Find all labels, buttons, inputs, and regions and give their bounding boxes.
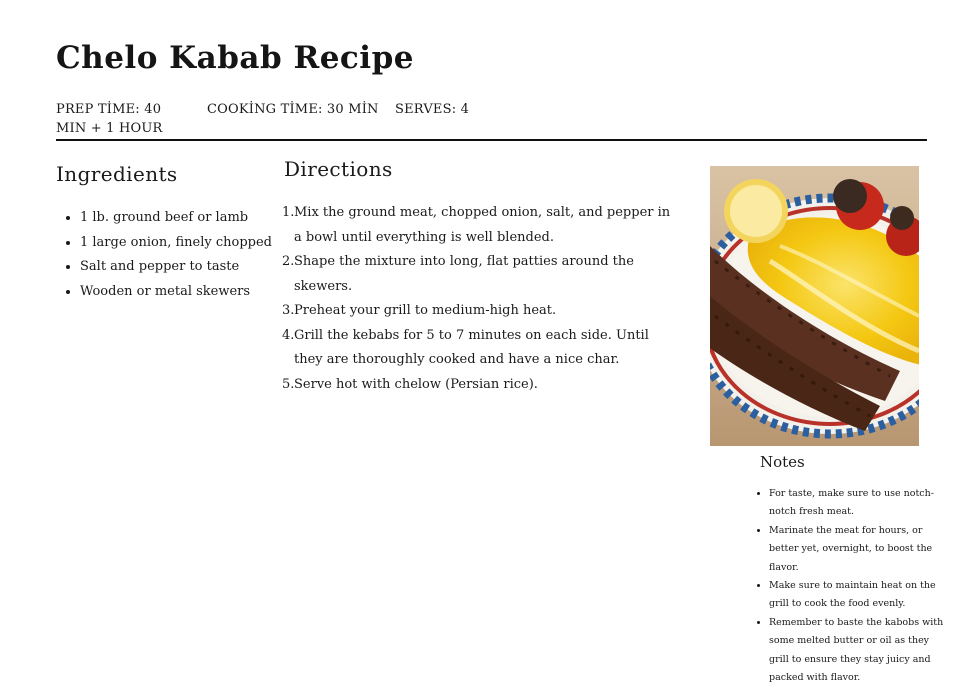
- step-number: 5.: [282, 376, 295, 392]
- ingredient-item: • Salt and pepper to taste: [80, 255, 280, 280]
- directions-list: [282, 201, 677, 397]
- ingredients-list: [56, 206, 280, 304]
- directions-heading: Directions: [284, 157, 393, 181]
- cooking-time: COOKİNG TİME: 30 MİN: [207, 102, 379, 117]
- ingredient-item: • Wooden or metal skewers: [80, 280, 280, 305]
- direction-step: [282, 324, 677, 373]
- serves: SERVES: 4: [395, 102, 470, 117]
- ingredient-item: • 1 lb. ground beef or lamb: [80, 206, 280, 231]
- direction-step: [282, 373, 677, 398]
- prep-time: PREP TİME: 40 MIN + 1 HOUR: [56, 102, 163, 136]
- ingredients-heading: Ingredients: [56, 162, 178, 186]
- step-text: Preheat your grill to medium-high heat.: [294, 303, 557, 318]
- step-text: Mix the ground meat, chopped onion, salt, and pepper in a bowl until everything is well blended.: [294, 205, 671, 245]
- page-title: Chelo Kabab Recipe: [56, 40, 414, 76]
- note-item: • Marinate the meat for hours, or better yet, overnight, to boost the flavor.: [769, 522, 951, 577]
- step-number: 2.: [282, 254, 295, 269]
- note-item: • For taste, make sure to use notch-notch fresh meat.: [769, 485, 951, 522]
- direction-step: [282, 201, 677, 250]
- step-text: Serve hot with chelow (Persian rice).: [294, 376, 538, 392]
- step-text: Shape the mixture into long, flat patties around the skewers.: [294, 254, 634, 294]
- notes-list: [752, 485, 951, 687]
- step-text: Grill the kebabs for 5 to 7 minutes on each side. Until they are thoroughly cooked and have a nice char.: [294, 327, 649, 367]
- direction-step: [282, 299, 677, 324]
- direction-step: [282, 250, 677, 299]
- notes-heading: Notes: [760, 453, 805, 471]
- ingredient-item: • 1 large onion, finely chopped: [80, 231, 280, 256]
- kabab-photo: [710, 166, 919, 446]
- note-item: • Remember to baste the kabobs with some melted butter or oil as they grill to ensure they stay juicy and packed with flavor.: [769, 614, 951, 688]
- note-item: • Make sure to maintain heat on the grill to cook the food evenly.: [769, 577, 951, 614]
- header-divider: [56, 139, 927, 141]
- step-number: 1.: [282, 205, 295, 220]
- step-number: 3.: [282, 303, 295, 318]
- step-number: 4.: [282, 327, 295, 343]
